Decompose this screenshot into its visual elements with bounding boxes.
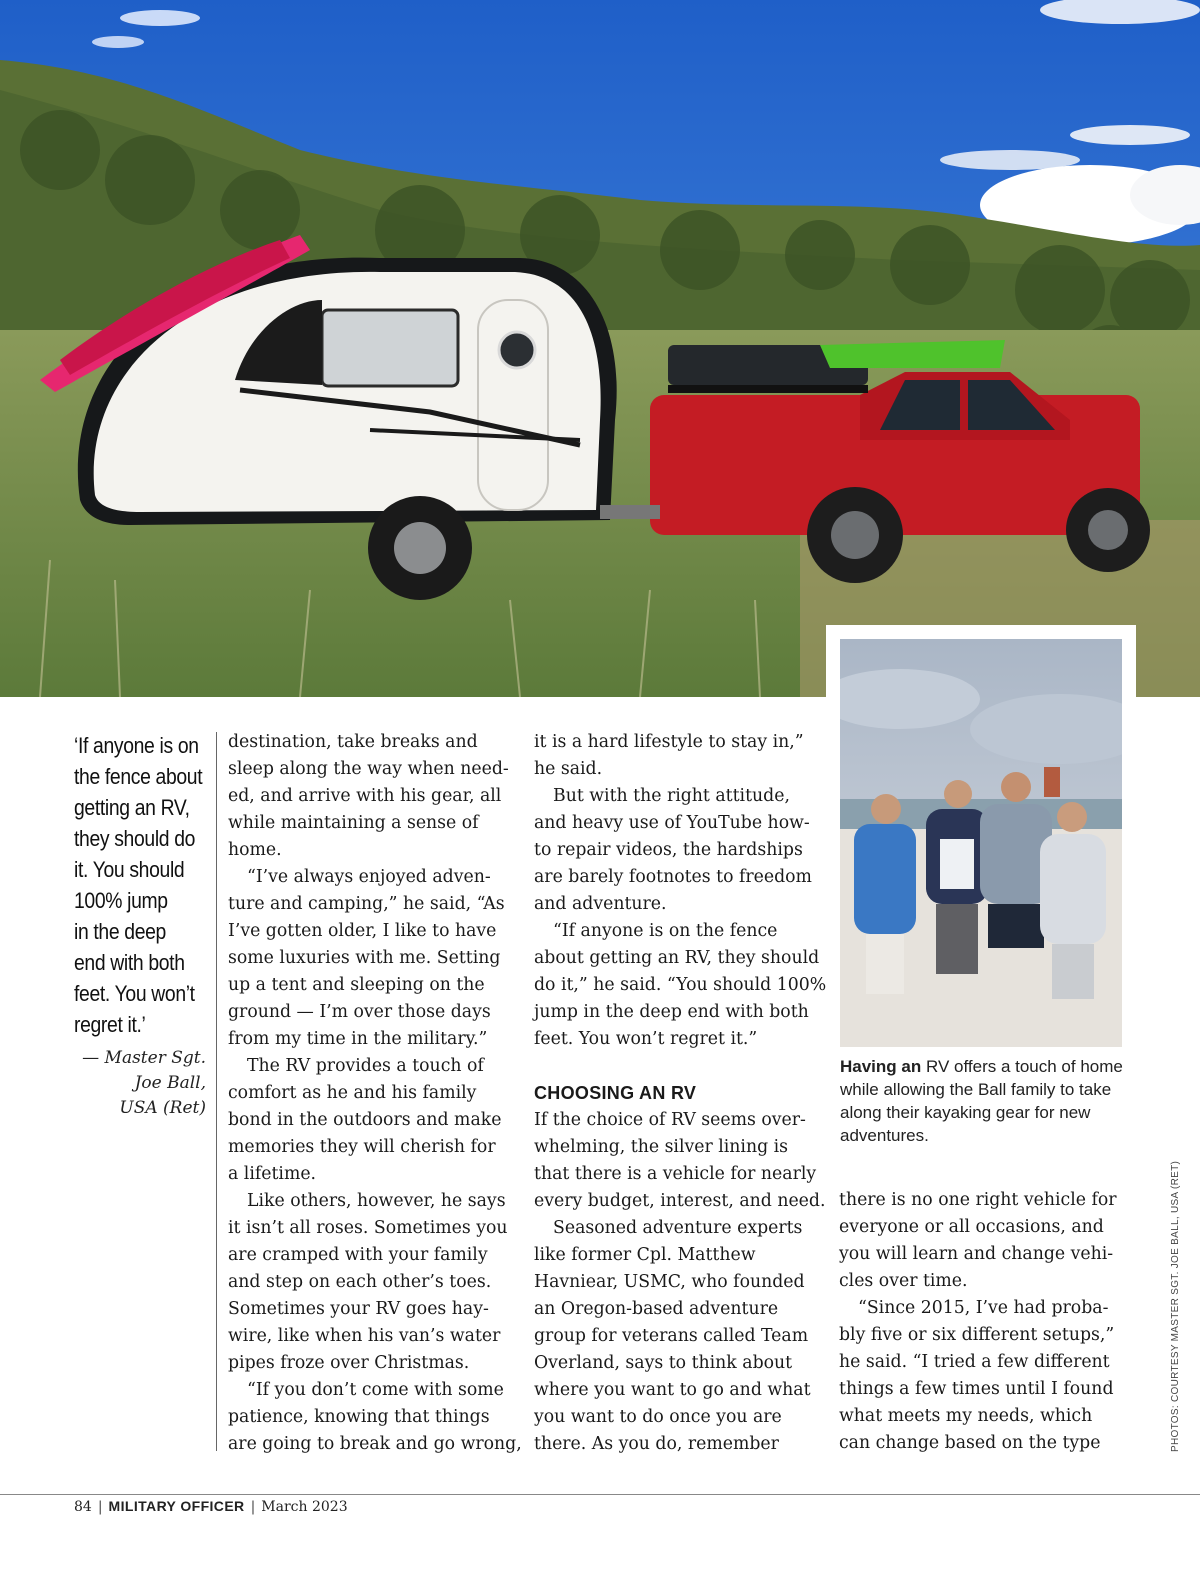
- text-line: what meets my needs, which: [839, 1406, 1093, 1426]
- blank-line: [534, 1053, 826, 1080]
- text-line: home.: [228, 840, 282, 860]
- text-line: are cramped with your family: [228, 1245, 488, 1265]
- text-line: to repair videos, the hardships: [534, 840, 803, 860]
- pull-quote-divider: [216, 732, 217, 1451]
- photo-credit: PHOTOS: COURTESY MASTER SGT. JOE BALL, USA (RET): [1170, 1160, 1181, 1452]
- text-line: ground — I’m over those days: [228, 1002, 491, 1022]
- pull-quote-line: feet. You won’t: [74, 981, 195, 1006]
- text-line: “If anyone is on the fence: [553, 921, 778, 941]
- text-line: I’ve gotten older, I like to have: [228, 921, 497, 941]
- text-line: where you want to go and what: [534, 1380, 811, 1400]
- publication-name: MILITARY OFFICER: [108, 1498, 245, 1514]
- text-line: wire, like when his van’s water: [228, 1326, 501, 1346]
- text-line: there is no one right vehicle for: [839, 1190, 1117, 1210]
- text-line: Havniear, USMC, who founded: [534, 1272, 805, 1292]
- text-line: “Since 2015, I’ve had proba-: [858, 1298, 1109, 1318]
- text-line: “If you don’t come with some: [247, 1380, 504, 1400]
- text-line: about getting an RV, they should: [534, 948, 820, 968]
- text-line: The RV provides a touch of: [247, 1056, 484, 1076]
- text-line: from my time in the military.”: [228, 1029, 488, 1049]
- text-line: patience, knowing that things: [228, 1407, 490, 1427]
- text-line: memories they will cherish for: [228, 1137, 496, 1157]
- text-line: that there is a vehicle for nearly: [534, 1164, 817, 1184]
- text-line: and heavy use of YouTube how-: [534, 813, 810, 833]
- text-line: jump in the deep end with both: [534, 1002, 809, 1022]
- text-line: it is a hard lifestyle to stay in,”: [534, 732, 804, 752]
- text-line: you will learn and change vehi-: [839, 1244, 1114, 1264]
- text-line: Overland, says to think about: [534, 1353, 793, 1373]
- pull-quote-line: it. You should: [74, 857, 185, 882]
- text-line: are going to break and go wrong,: [228, 1434, 522, 1454]
- inset-photo-frame: [826, 625, 1136, 1053]
- body-column-1: [228, 729, 522, 1458]
- text-line: can change based on the type: [839, 1433, 1101, 1453]
- text-line: do it,” he said. “You should 100%: [534, 975, 827, 995]
- text-line: while maintaining a sense of: [228, 813, 479, 833]
- pull-quote-line: regret it.’: [74, 1012, 146, 1037]
- pull-quote: [74, 730, 203, 1040]
- text-line: comfort as he and his family: [228, 1083, 477, 1103]
- text-line: Like others, however, he says: [247, 1191, 506, 1211]
- pull-quote-line: the fence about: [74, 764, 203, 789]
- text-line: sleep along the way when need-: [228, 759, 509, 779]
- caption-lead: Having an: [840, 1057, 922, 1076]
- family-photo: [840, 639, 1122, 1047]
- attribution-line: — Master Sgt.: [82, 1048, 206, 1068]
- text-line: bly five or six different setups,”: [839, 1325, 1115, 1345]
- text-line: are barely footnotes to freedom: [534, 867, 812, 887]
- text-line: Sometimes your RV goes hay-: [228, 1299, 489, 1319]
- attribution-line: Joe Ball,: [134, 1073, 206, 1093]
- pull-quote-line: ‘If anyone is on: [74, 733, 199, 758]
- text-line: bond in the outdoors and make: [228, 1110, 502, 1130]
- text-line: like former Cpl. Matthew: [534, 1245, 756, 1265]
- pull-quote-line: in the deep: [74, 919, 166, 944]
- pull-quote-attribution: [76, 1046, 206, 1121]
- text-line: a lifetime.: [228, 1164, 317, 1184]
- text-line: Seasoned adventure experts: [553, 1218, 803, 1238]
- text-line: up a tent and sleeping on the: [228, 975, 485, 995]
- text-line: pipes froze over Christmas.: [228, 1353, 470, 1373]
- caption-text: RV offers a touch of home while allowing the Ball family to take along their kayaking gear for new adventures.: [840, 1057, 1123, 1145]
- text-line: he said.: [534, 759, 603, 779]
- pull-quote-line: they should do: [74, 826, 196, 851]
- pull-quote-line: end with both: [74, 950, 185, 975]
- attribution-line: USA (Ret): [119, 1098, 206, 1118]
- text-line: an Oregon-based adventure: [534, 1299, 779, 1319]
- hero-photo-rv-and-truck: [0, 0, 1200, 697]
- text-line: it isn’t all roses. Sometimes you: [228, 1218, 508, 1238]
- text-line: ed, and arrive with his gear, all: [228, 786, 502, 806]
- text-line: you want to do once you are: [534, 1407, 782, 1427]
- text-line: ture and camping,” he said, “As: [228, 894, 505, 914]
- body-column-3: [839, 1187, 1117, 1457]
- section-heading: CHOOSING AN RV: [534, 1083, 697, 1103]
- body-column-2: [534, 729, 826, 1458]
- photo-caption: [840, 1055, 1130, 1147]
- page-number: 84: [74, 1499, 92, 1515]
- text-line: But with the right attitude,: [553, 786, 790, 806]
- text-line: he said. “I tried a few different: [839, 1352, 1110, 1372]
- text-line: and adventure.: [534, 894, 667, 914]
- text-line: there. As you do, remember: [534, 1434, 779, 1454]
- pull-quote-line: getting an RV,: [74, 795, 190, 820]
- text-line: cles over time.: [839, 1271, 968, 1291]
- footer-separator: |: [250, 1499, 256, 1515]
- text-line: everyone or all occasions, and: [839, 1217, 1104, 1237]
- text-line: destination, take breaks and: [228, 732, 478, 752]
- text-line: every budget, interest, and need.: [534, 1191, 826, 1211]
- text-line: and step on each other’s toes.: [228, 1272, 492, 1292]
- text-line: group for veterans called Team: [534, 1326, 809, 1346]
- text-line: whelming, the silver lining is: [534, 1137, 789, 1157]
- footer-divider: [0, 1494, 1200, 1495]
- text-line: some luxuries with me. Setting: [228, 948, 501, 968]
- text-line: “I’ve always enjoyed adven-: [247, 867, 491, 887]
- pull-quote-line: 100% jump: [74, 888, 168, 913]
- page-footer: [74, 1498, 348, 1515]
- text-line: feet. You won’t regret it.”: [534, 1029, 758, 1049]
- footer-separator: |: [97, 1499, 103, 1515]
- issue-date: March 2023: [261, 1499, 348, 1515]
- text-line: things a few times until I found: [839, 1379, 1114, 1399]
- text-line: If the choice of RV seems over-: [534, 1110, 806, 1130]
